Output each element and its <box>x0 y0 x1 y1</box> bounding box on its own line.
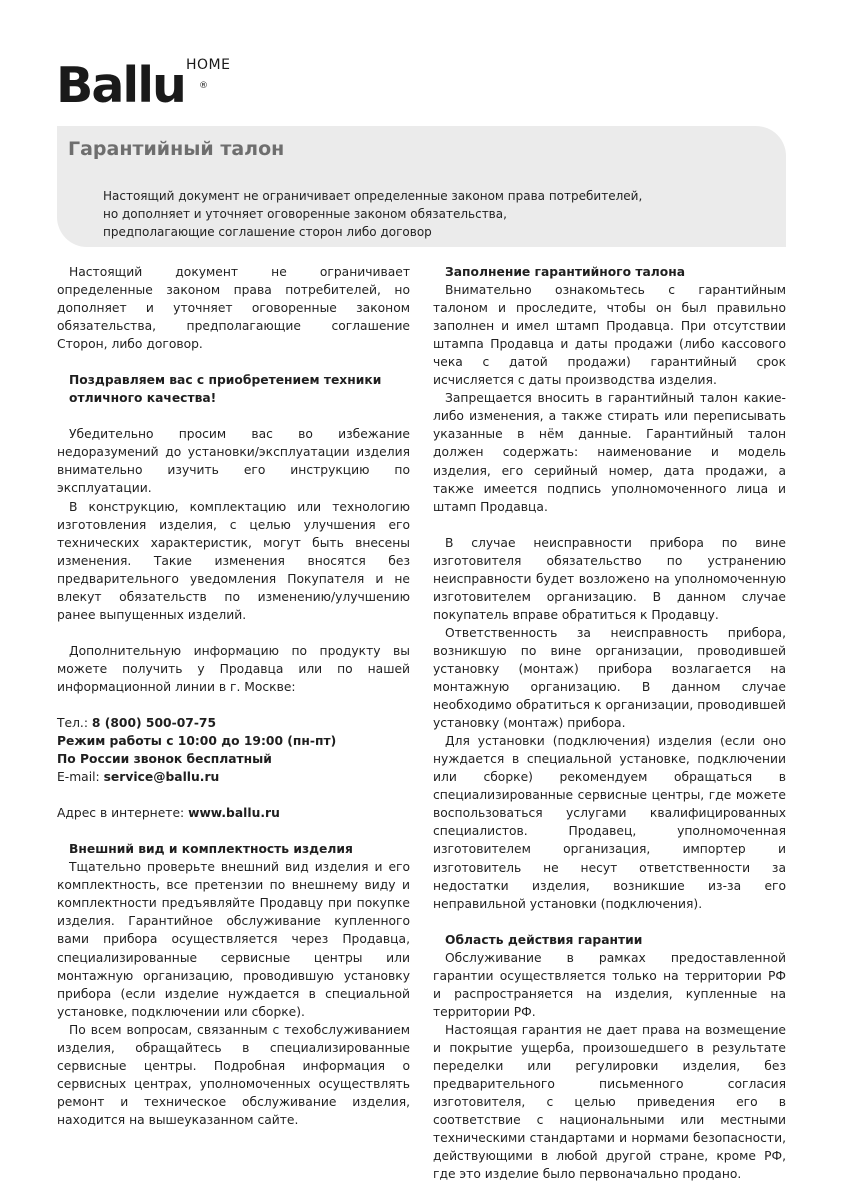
defect-paragraph: В случае неисправности прибора по вине изготовителя обязательство по устранению неисправности будет возложено на уполномоченную изготовителем организацию. В данном случае покупатель вправе обратиться к Продавцу. <box>433 535 786 622</box>
fill-heading: Заполнение гарантийного талона <box>445 265 686 279</box>
banner-line: но дополняет и уточняет оговоренные законом обязательства, <box>103 207 507 221</box>
appearance-heading: Внешний вид и комплектность изделия <box>69 842 353 857</box>
banner-line: предполагающие соглашение сторон либо договор <box>103 225 432 239</box>
service-paragraph: По всем вопросам, связанным с техобслуживанием изделия, обращайтесь в специализированные сервисные центры. Подробная информация о сервисных центрах, уполномоченных осуществлять ремонт и техническое обслуживание изделия, находится на вышеуказанном сайте. <box>57 1022 410 1127</box>
free-call-note: По России звонок бесплатный <box>57 752 272 767</box>
page-title: Гарантийный талон <box>68 138 285 160</box>
website-label: Адрес в интернете: <box>57 806 189 821</box>
scope-paragraph: Обслуживание в рамках предоставленной гарантии осуществляется только на территории РФ и распространяется на изделия, купленные на территории РФ. <box>433 950 786 1019</box>
free-call-line <box>57 750 410 768</box>
prohibition-paragraph: Запрещается вносить в гарантийный талон какие-либо изменения, а также стирать или переписывать указанные в нём данные. Гарантийный талон должен содержать: наименование и модель изделия, его серийный номер, дата продажи, а также имеется подпись уполномоченного лица и штамп Продавца. <box>433 391 786 514</box>
hours-line <box>57 732 410 750</box>
right-column <box>433 263 786 1183</box>
congrats-heading: Поздравляем вас с приобретением техники отличного качества! <box>69 373 382 406</box>
email-line <box>57 768 410 786</box>
changes-paragraph: В конструкцию, комплектацию или технологию изготовления изделия, с целью улучшения его технических характеристик, могут быть внесены изменения. Такие изменения вносятся без предварительного уведомления Покупателя и не влекут обязательств по изменению/улучшению ранее выпущенных изделий. <box>57 499 410 622</box>
scope-heading: Область действия гарантии <box>445 932 643 947</box>
email-link[interactable]: service@ballu.ru <box>103 770 220 785</box>
phone-line <box>57 714 410 732</box>
info-paragraph: Дополнительную информацию по продукту вы можете получить у Продавца или по нашей информационной линии в г. Москве: <box>57 643 410 694</box>
website-line <box>57 804 410 822</box>
logo-subbrand: HOME <box>186 57 231 73</box>
website-link[interactable]: www.ballu.ru <box>188 806 280 821</box>
logo-wordmark: Ballu <box>56 57 185 114</box>
working-hours: Режим работы с 10:00 до 19:00 (пн-пт) <box>57 734 337 749</box>
appearance-paragraph: Тщательно проверьте внешний вид изделия и его комплектность, все претензии по внешнему виду и комплектности предъявляйте Продавцу при покупке изделия. Гарантийное обслуживание купленного вами прибора осуществляется через Продавца, специализированные сервисные центры или монтажную организацию, проводившую установку прибора (если изделие нуждается в специальной установке, подключении или сборке). <box>57 860 410 1019</box>
phone-number[interactable]: 8 (800) 500-07-75 <box>91 715 217 730</box>
fill-paragraph: Внимательно ознакомьтесь с гарантийным талоном и проследите, чтобы он был правильно заполнен и имел штамп Продавца. При отсутствии штампа Продавца и даты продажи (либо кассового чека с датой продажи) гарантийный срок исчисляется с даты производства изделия. <box>433 283 786 388</box>
responsibility-paragraph: Ответственность за неисправность прибора, возникшую по вине организации, проводившей установку (монтаж) прибора возлагается на монтажную организацию. В данном случае необходимо обратиться к организации, проводившей установку (монтаж) прибора. <box>433 625 786 731</box>
email-label: E-mail: <box>57 770 104 785</box>
intro-paragraph: Настоящий документ не ограничивает определенные законом права потребителей, но дополняет и уточняет оговоренные законом обязательства, предполагающие соглашение Сторон, либо договор. <box>57 265 410 352</box>
banner-text <box>103 187 663 241</box>
left-column <box>57 263 410 1129</box>
installation-paragraph: Для установки (подключения) изделия (если оно нуждается в специальной установке, подключении или сборке) рекомендуем обращаться в специализированные сервисные центры, где можете воспользоваться услугами квалифицированных специалистов. Продавец, уполномоченная изготовителем организация, импортер и изготовитель не несут ответственности за недостатки изделия, возникшие из-за его неправильной установки (подключения). <box>433 734 786 911</box>
brand-logo <box>56 57 231 114</box>
title-banner <box>57 126 786 247</box>
limitation-paragraph: Настоящая гарантия не дает права на возмещение и покрытие ущерба, произошедшего в результате переделки или регулировки изделия, без предварительного письменного согласия изготовителя, с целью приведения его в соответствие с национальными или местными техническими стандартами и нормами безопасности, действующими в любой другой стране, кроме РФ, где это изделие было первоначально продано. <box>433 1022 786 1182</box>
banner-line: Настоящий документ не ограничивает определенные законом права потребителей, <box>103 189 643 203</box>
phone-label: Тел.: <box>57 715 92 730</box>
instructions-paragraph: Убедительно просим вас во избежание недоразумений до установки/эксплуатации изделия внимательно изучить его инструкцию по эксплуатации. <box>57 427 410 496</box>
logo-registered-mark: ® <box>199 81 208 91</box>
